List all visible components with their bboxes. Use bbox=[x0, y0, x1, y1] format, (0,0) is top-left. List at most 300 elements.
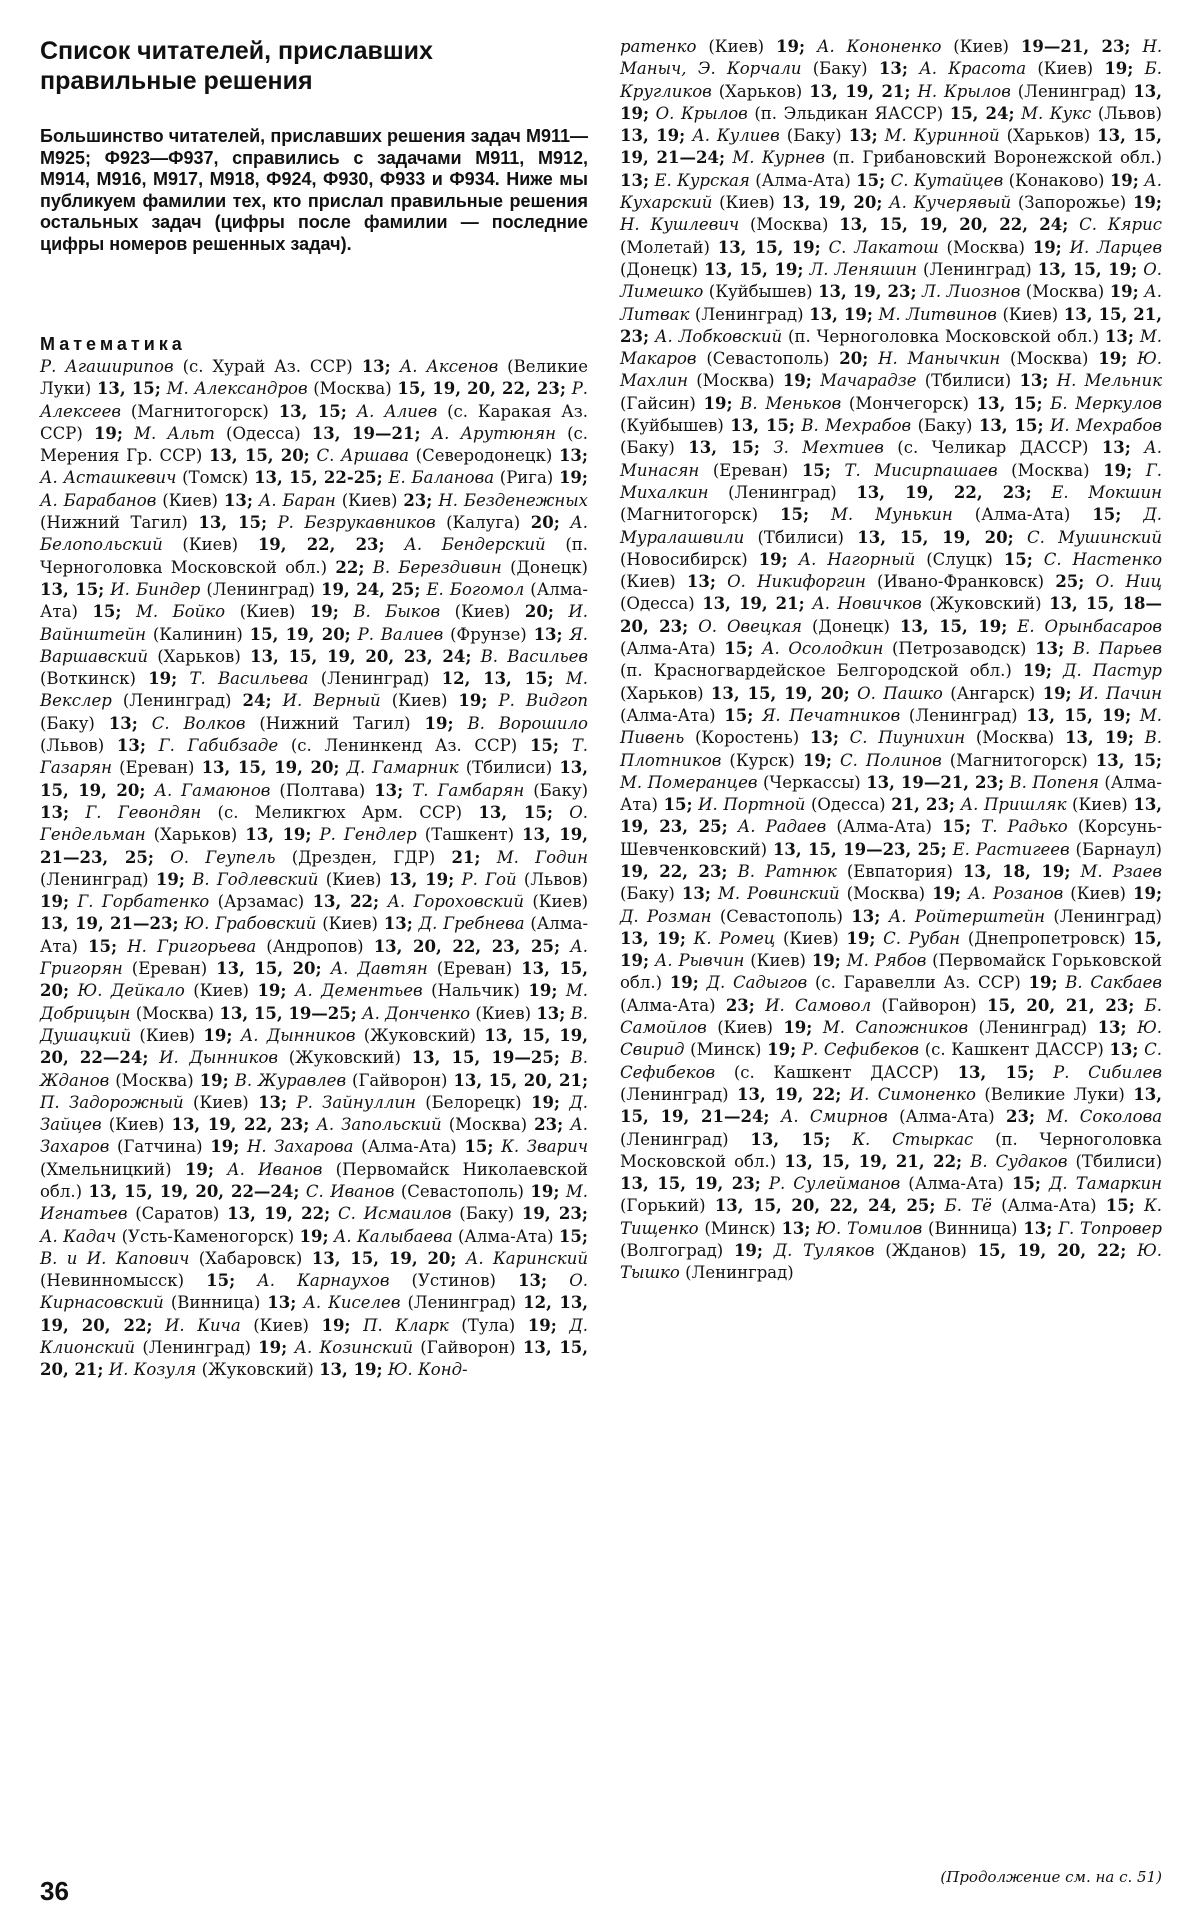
reader-name: А. Белопольский bbox=[40, 513, 589, 555]
solved-problems: 19; bbox=[811, 951, 841, 971]
reader-entry bbox=[40, 491, 253, 510]
reader-place: (Москва) bbox=[135, 1003, 215, 1023]
reader-place: (Саратов) bbox=[135, 1204, 220, 1224]
reader-place: (Донецк) bbox=[811, 616, 890, 636]
reader-entry bbox=[654, 171, 885, 190]
reader-name: Ю. Тышко bbox=[620, 1241, 1163, 1283]
reader-name: М. Соколова bbox=[1046, 1107, 1163, 1127]
reader-name: О. Кирнасовский bbox=[40, 1271, 588, 1313]
reader-place: (с. Мерения Гр. ССР) bbox=[40, 423, 588, 466]
reader-place: (Жуковский) bbox=[201, 1360, 314, 1380]
reader-place: (Харьков) bbox=[620, 683, 704, 703]
solved-problems: 19; bbox=[321, 1315, 351, 1335]
reader-name: Н. Безденежных bbox=[438, 490, 588, 510]
reader-entry bbox=[738, 862, 1071, 881]
solved-problems: 19; bbox=[1104, 59, 1134, 79]
reader-place: (Алма-Ата) bbox=[620, 639, 716, 659]
solved-problems: 19; bbox=[530, 1181, 560, 1201]
reader-name: А. Кухарский bbox=[620, 170, 1163, 213]
reader-name: Г. Габибзаде bbox=[158, 736, 279, 756]
reader-name: М. Кукс bbox=[1021, 103, 1092, 123]
solved-problems: 15; bbox=[942, 817, 972, 837]
solved-problems: 13; bbox=[809, 728, 839, 748]
reader-name: Мачарадзе bbox=[820, 371, 917, 391]
solved-problems: 15; bbox=[1011, 1174, 1041, 1194]
reader-name: В. Ратнюк bbox=[737, 861, 837, 881]
reader-place: (Ленинград) bbox=[620, 1129, 729, 1149]
solved-problems: 13, 15, 19—23, 25; bbox=[772, 839, 947, 859]
reader-name: Б. Меркулов bbox=[1050, 393, 1162, 413]
reader-name: Д. Гамарник bbox=[346, 758, 459, 778]
solved-problems: 20; bbox=[530, 513, 560, 533]
solved-problems: 22; bbox=[335, 557, 365, 577]
reader-place: (Минск) bbox=[690, 1040, 762, 1060]
reader-name: А. Аксенов bbox=[399, 357, 499, 376]
reader-place: (Киев) bbox=[750, 951, 806, 971]
reader-place: (Калинин) bbox=[152, 624, 243, 644]
reader-place: (Ташкент) bbox=[424, 825, 515, 845]
reader-place: (Минск) bbox=[704, 1218, 776, 1238]
solved-problems: 13, 15, 19; bbox=[1026, 705, 1132, 725]
reader-entry bbox=[235, 1071, 588, 1090]
solved-problems: 23; bbox=[1005, 1107, 1036, 1127]
solved-problems: 19; bbox=[1098, 349, 1128, 369]
solved-problems: 13, 15; bbox=[688, 438, 760, 458]
reader-entry bbox=[781, 1107, 1035, 1126]
reader-name: Н. Григорьева bbox=[127, 936, 257, 956]
reader-entry bbox=[774, 1241, 1127, 1260]
solved-problems: 13, 19—21, 23; bbox=[866, 772, 1005, 792]
solved-problems: 15; bbox=[1092, 505, 1122, 525]
solved-problems: 13, 15; bbox=[957, 1062, 1035, 1082]
solved-problems: 13, 19, 23; bbox=[818, 282, 917, 302]
solved-problems: 19; bbox=[1103, 460, 1133, 480]
reader-place: (Баку) bbox=[786, 126, 842, 146]
reader-name: Д. Зайцев bbox=[40, 1092, 589, 1135]
reader-place: (Алма-Ата) bbox=[40, 914, 589, 956]
reader-entry bbox=[698, 795, 955, 814]
reader-place: (Устинов) bbox=[411, 1271, 496, 1291]
solved-problems: 23; bbox=[725, 995, 755, 1015]
reader-place: (Барнаул) bbox=[1075, 839, 1162, 859]
reader-place: (Новосибирск) bbox=[620, 549, 748, 569]
reader-place: (Гайворон) bbox=[881, 995, 977, 1015]
reader-place: (Харьков) bbox=[718, 81, 803, 101]
reader-place: (Мончегорск) bbox=[848, 393, 969, 413]
reader-place: (Калуга) bbox=[446, 513, 521, 533]
reader-name: А. Киселев bbox=[303, 1293, 401, 1313]
reader-name: А. Каринский bbox=[465, 1248, 589, 1268]
reader-name: Р. Безрукавников bbox=[277, 513, 436, 533]
reader-name: А. Барабанов bbox=[40, 490, 157, 510]
solved-problems: 13, 15; bbox=[976, 393, 1043, 413]
solved-problems: 20; bbox=[524, 602, 554, 622]
reader-place: (Киев) bbox=[620, 572, 676, 592]
reader-place: (Баку) bbox=[917, 416, 973, 436]
reader-name: П. Задорожный bbox=[40, 1092, 184, 1112]
solved-problems: 13; bbox=[267, 1293, 297, 1313]
reader-place: (Алма-Ата) bbox=[620, 772, 1163, 815]
reader-place: (Жуковский) bbox=[288, 1048, 401, 1068]
reader-place: (Арзамас) bbox=[217, 892, 305, 912]
reader-place: (Баку) bbox=[40, 713, 95, 733]
solved-problems: 13; bbox=[1023, 1218, 1053, 1238]
reader-name: Я. Печатников bbox=[762, 705, 901, 725]
solved-problems: 13, 15, 19, 20; bbox=[710, 683, 850, 703]
reader-place: (Киев) bbox=[322, 914, 378, 934]
reader-name: Я. Варшавский bbox=[40, 624, 589, 666]
reader-place: (Гайсин) bbox=[620, 393, 696, 413]
solved-problems: 15; bbox=[529, 736, 559, 756]
solved-problems: 19, 24, 25; bbox=[321, 579, 421, 599]
reader-place: (Баку) bbox=[620, 438, 675, 458]
solved-problems: 19; bbox=[802, 750, 832, 770]
reader-name: И. Симоненко bbox=[849, 1084, 976, 1104]
reader-entry bbox=[620, 773, 1004, 792]
reader-name: С. Полинов bbox=[839, 750, 942, 770]
solved-problems: 23; bbox=[534, 1115, 564, 1135]
reader-name: А. Донченко bbox=[362, 1003, 471, 1023]
reader-entry bbox=[765, 996, 1134, 1015]
reader-name: А. Смирнов bbox=[780, 1107, 888, 1127]
reader-place: (Алма-Ата) bbox=[899, 1107, 995, 1127]
solved-problems: 19; bbox=[93, 423, 123, 443]
reader-place: (Тбилиси) bbox=[465, 758, 553, 778]
solved-problems: 19; bbox=[782, 371, 812, 391]
reader-place: (Киев) bbox=[325, 869, 382, 889]
reader-entry bbox=[878, 349, 1127, 368]
reader-name: А. Запольский bbox=[316, 1115, 442, 1135]
reader-name: Ю. Грабовский bbox=[184, 914, 317, 934]
reader-place: (Киев) bbox=[783, 928, 839, 948]
solved-problems: 13, 19, 21; bbox=[702, 594, 805, 614]
reader-place: (Москва) bbox=[696, 371, 775, 391]
reader-entry bbox=[698, 617, 1007, 636]
reader-place: (Киев) bbox=[1002, 304, 1059, 324]
reader-name: И. Самовол bbox=[765, 995, 872, 1015]
reader-place: (Москва) bbox=[946, 237, 1025, 257]
solved-problems: 13, 19, 21; bbox=[809, 81, 911, 101]
solved-problems: 15; bbox=[856, 170, 886, 190]
reader-name: А. Лобковский bbox=[654, 326, 783, 346]
reader-name: А. Минасян bbox=[620, 438, 1163, 480]
section-heading: Математика bbox=[40, 334, 186, 354]
solved-problems: 13, 18, 19; bbox=[962, 861, 1071, 881]
reader-name: Г. Горбатенко bbox=[77, 892, 210, 912]
solved-problems: 13, 15, 19; bbox=[1037, 259, 1138, 279]
reader-name: М. Добрицын bbox=[40, 981, 589, 1023]
solved-problems: 19, 22, 23; bbox=[620, 861, 728, 881]
solved-problems: 13, 15, 20, 22, 24, 25; bbox=[714, 1196, 936, 1216]
reader-name: Р. Агаширипов bbox=[40, 357, 174, 376]
reader-name: М. Курнев bbox=[732, 148, 825, 168]
reader-entry bbox=[295, 981, 557, 1000]
reader-name: Е. Растигеев bbox=[952, 839, 1070, 859]
reader-name: А. Рывчин bbox=[654, 951, 745, 971]
reader-name: Г. Гевондян bbox=[85, 802, 202, 822]
reader-entry bbox=[810, 260, 1138, 279]
reader-place: (Москва) bbox=[1025, 282, 1105, 302]
solved-problems: 13; bbox=[1097, 1018, 1127, 1038]
reader-entry bbox=[840, 751, 1162, 770]
solved-problems: 13, 15, 20, 21; bbox=[453, 1070, 589, 1090]
reader-name: А. Иванов bbox=[227, 1159, 323, 1179]
solved-problems: 19; bbox=[40, 892, 70, 912]
solved-problems: 13; bbox=[851, 906, 881, 926]
reader-name: Д. Тамаркин bbox=[1049, 1174, 1162, 1194]
reader-place: (Алма-Ата) bbox=[836, 817, 932, 837]
reader-name: С. Кярис bbox=[1079, 215, 1162, 235]
reader-place: (Киев) bbox=[454, 602, 511, 622]
reader-entry bbox=[159, 1048, 560, 1067]
solved-problems: 13, 15, 21, 23; bbox=[620, 304, 1163, 346]
reader-name: М. Альт bbox=[134, 423, 215, 443]
reader-place: (Великие Луки) bbox=[984, 1084, 1125, 1104]
solved-problems: 13; bbox=[558, 446, 589, 466]
reader-place: (Москва) bbox=[1010, 349, 1089, 369]
solved-problems: 23; bbox=[403, 490, 433, 510]
reader-name: В. Парьев bbox=[1072, 639, 1163, 659]
reader-name: Р. Сулейманов bbox=[768, 1174, 901, 1194]
solved-problems: 13; bbox=[1035, 639, 1065, 659]
solved-problems: 13; bbox=[116, 736, 146, 756]
reader-place: (Белорецк) bbox=[425, 1092, 522, 1112]
reader-name: И. Биндер bbox=[110, 579, 201, 599]
reader-name: М. Ровинский bbox=[717, 884, 840, 904]
reader-place: (Томск) bbox=[182, 468, 249, 488]
reader-name: А. Захаров bbox=[40, 1115, 589, 1157]
reader-entry bbox=[740, 394, 1042, 413]
reader-name: М. Макаров bbox=[620, 326, 1162, 369]
reader-place: (Одесса) bbox=[620, 594, 695, 614]
solved-problems: 13, 15, 19, 21—24; bbox=[620, 1084, 1163, 1127]
reader-place: (с. Ленинкенд Аз. ССР) bbox=[290, 736, 518, 756]
reader-place: (Алма-Ата) bbox=[40, 579, 588, 622]
reader-place: (Севастополь) bbox=[706, 349, 830, 369]
reader-place: (Киев) bbox=[341, 490, 398, 510]
reader-name: Т. Гамбарян bbox=[412, 780, 525, 800]
reader-place: (Ленинград) bbox=[694, 304, 804, 324]
solved-problems: 25; bbox=[1055, 572, 1085, 592]
reader-name: К. Зварич bbox=[501, 1137, 588, 1157]
reader-entry bbox=[334, 1227, 588, 1246]
solved-problems: 13, 15; bbox=[978, 416, 1044, 436]
reader-entry bbox=[727, 572, 1084, 591]
solved-problems: 13, 15, 19, 20; bbox=[311, 1248, 457, 1268]
solved-problems: 15, 24; bbox=[949, 103, 1015, 123]
reader-name: Т. Радько bbox=[981, 817, 1068, 837]
reader-place: (Ленинград) bbox=[206, 579, 315, 599]
reader-name: И. Верный bbox=[282, 691, 381, 711]
reader-place: (Ленинград) bbox=[978, 1018, 1088, 1038]
reader-entry bbox=[769, 1174, 1041, 1193]
solved-problems: 19; bbox=[203, 1025, 233, 1045]
reader-name: О. Ниц bbox=[1095, 572, 1163, 592]
reader-name: Б. Тё bbox=[944, 1196, 992, 1216]
reader-entry bbox=[170, 848, 480, 867]
reader-name: А. Баран bbox=[258, 490, 336, 510]
solved-problems: 19; bbox=[1022, 661, 1052, 681]
reader-entry bbox=[154, 781, 403, 800]
reader-place: (Слуцк) bbox=[926, 549, 993, 569]
solved-problems: 19; bbox=[309, 602, 339, 622]
reader-name: И. Ларцев bbox=[1069, 237, 1163, 257]
solved-problems: 13; bbox=[258, 1092, 288, 1112]
solved-problems: 13, 15, 20, 21; bbox=[40, 1338, 589, 1380]
reader-place: (Магнитогорск) bbox=[130, 401, 269, 421]
reader-name: И. Мехрабов bbox=[1050, 416, 1163, 436]
solved-problems: 19; bbox=[199, 1070, 229, 1090]
reader-place: (Киев) bbox=[953, 37, 1009, 56]
reader-entry bbox=[247, 1137, 493, 1156]
reader-entry bbox=[799, 550, 1033, 569]
reader-place: (Ереван) bbox=[119, 758, 195, 778]
reader-name: И. Дынников bbox=[159, 1048, 279, 1068]
reader-name: И. Вайнштейн bbox=[40, 602, 589, 644]
reader-place: (Алма-Ата) bbox=[620, 995, 716, 1015]
reader-name: С. Рубан bbox=[883, 928, 961, 948]
reader-name: Д. Садыгов bbox=[706, 973, 808, 993]
reader-place: (Алма-Ата) bbox=[1001, 1196, 1097, 1216]
solved-problems: 13, 15, 19, 20, 22—24; bbox=[88, 1181, 300, 1201]
reader-name: Д. Гребнева bbox=[418, 914, 525, 934]
reader-name: М. Померанцев bbox=[620, 772, 758, 792]
reader-entry bbox=[889, 193, 1162, 212]
reader-place: (Волгоград) bbox=[620, 1241, 724, 1261]
solved-problems: 13, 15, 18—20, 23; bbox=[620, 594, 1163, 636]
reader-place: (Ленинград) bbox=[320, 669, 430, 689]
solved-problems: 15; bbox=[558, 1226, 588, 1246]
reader-name: В. Жданов bbox=[40, 1048, 588, 1090]
solved-problems: 24; bbox=[242, 691, 272, 711]
reader-place: (Севастополь) bbox=[719, 906, 843, 926]
reader-place: (п. Грибановский Воронежской обл.) bbox=[832, 148, 1162, 168]
reader-place: (Киев) bbox=[239, 602, 296, 622]
reader-place: (Львов) bbox=[1097, 103, 1162, 123]
reader-name: Н. Мельник bbox=[1056, 371, 1162, 391]
reader-entry bbox=[773, 438, 1131, 457]
reader-place: (Ленинград) bbox=[1053, 906, 1162, 926]
reader-name: Т. Газарян bbox=[40, 736, 588, 778]
reader-place: (Хмельницкий) bbox=[40, 1159, 172, 1179]
reader-name: М. Александров bbox=[166, 379, 308, 399]
reader-name: М. Мунькин bbox=[831, 505, 953, 525]
reader-name: А. Григорян bbox=[40, 936, 588, 979]
reader-entry bbox=[801, 416, 1043, 435]
reader-name: В. Плотников bbox=[620, 728, 1163, 770]
reader-entry bbox=[692, 126, 877, 145]
reader-name: А. Алиев bbox=[356, 401, 438, 421]
solved-problems: 12, 13, 15; bbox=[441, 669, 554, 689]
solved-problems: 13; bbox=[1101, 438, 1131, 458]
reader-name: Д. Клионский bbox=[40, 1315, 588, 1358]
reader-name: В. Попеня bbox=[1009, 772, 1099, 792]
reader-name: А. Калыбаева bbox=[333, 1226, 453, 1246]
solved-problems: 13; bbox=[40, 802, 70, 822]
solved-problems: 13, 19; bbox=[620, 81, 1163, 123]
reader-name: С. Сефибеков bbox=[620, 1040, 1163, 1082]
reader-entry bbox=[694, 929, 876, 948]
solved-problems: 13, 19; bbox=[620, 928, 686, 948]
reader-name: О. Гендельман bbox=[40, 802, 589, 845]
reader-name: А. Пришляк bbox=[960, 795, 1067, 815]
reader-name: Р. Алексеев bbox=[40, 379, 589, 421]
solved-problems: 19; bbox=[530, 1092, 561, 1112]
reader-place: (Баку) bbox=[812, 59, 868, 79]
solved-problems: 13, 19; bbox=[388, 869, 455, 889]
reader-place: (Нижний Тагил) bbox=[40, 513, 188, 533]
right-column-entries bbox=[620, 36, 1162, 1285]
reader-place: (Магнитогорск) bbox=[949, 750, 1088, 770]
solved-problems: 19; bbox=[775, 37, 806, 56]
reader-place: (Алма-Ата) bbox=[974, 505, 1071, 525]
solved-problems: 13, 15; bbox=[96, 379, 161, 399]
reader-place: (Тула) bbox=[461, 1315, 516, 1335]
reader-name: А. Давтян bbox=[330, 959, 428, 979]
solved-problems: 15; bbox=[801, 460, 831, 480]
reader-place: (Киев) bbox=[193, 1092, 249, 1112]
left-column-entries bbox=[40, 356, 588, 1382]
reader-place: (с. Каракая Аз. ССР) bbox=[40, 401, 588, 443]
reader-name: Е. Баланова bbox=[388, 468, 495, 488]
solved-problems: 13; bbox=[1104, 326, 1134, 346]
reader-entry bbox=[857, 684, 1072, 703]
reader-place: (Алма-Ата) bbox=[458, 1226, 554, 1246]
solved-problems: 15; bbox=[724, 705, 754, 725]
solved-problems: 13; bbox=[681, 884, 711, 904]
reader-place: (Алма-Ата) bbox=[908, 1174, 1004, 1194]
reader-entry bbox=[283, 691, 488, 710]
reader-name: С. Иванов bbox=[305, 1181, 395, 1201]
solved-problems: 13, 22; bbox=[312, 892, 380, 912]
reader-place: (Киев) bbox=[139, 1025, 196, 1045]
reader-entry bbox=[620, 907, 880, 926]
solved-problems: 13, 15, 19—25; bbox=[411, 1048, 560, 1068]
reader-place: (Москва) bbox=[115, 1070, 194, 1090]
solved-problems: 13, 15, 19, 21, 22; bbox=[784, 1151, 963, 1171]
reader-name: Р. Сибилев bbox=[1053, 1062, 1162, 1082]
solved-problems: 19; bbox=[1032, 237, 1062, 257]
reader-place: (Горький) bbox=[620, 1196, 706, 1216]
reader-entry bbox=[127, 937, 560, 956]
reader-place: (п. Красногвардейское Белгородской обл.) bbox=[620, 661, 1012, 681]
reader-place: (Днепропетровск) bbox=[967, 928, 1126, 948]
reader-place: (Ленинград) bbox=[620, 1084, 729, 1104]
solved-problems: 15, 19; bbox=[620, 928, 1163, 971]
solved-problems: 13, 15, 19, 20; bbox=[40, 758, 589, 800]
reader-name: А. Розанов bbox=[968, 884, 1064, 904]
reader-place: (Киев) bbox=[108, 1115, 165, 1135]
solved-problems: 19; bbox=[210, 1137, 240, 1157]
solved-problems: 15; bbox=[206, 1271, 236, 1291]
reader-place: (Первомайск Горьковской обл.) bbox=[620, 951, 1162, 993]
solved-problems: 13, 15, 19, 20; bbox=[857, 527, 1014, 547]
reader-place: (Алма-Ата) bbox=[620, 705, 716, 725]
reader-place: (Тбилиси) bbox=[1075, 1151, 1163, 1171]
solved-problems: 19; bbox=[258, 1338, 288, 1358]
solved-problems: 19; bbox=[767, 1040, 797, 1060]
reader-name: А. Кононенко bbox=[816, 37, 942, 56]
reader-name: Р. Сефибеков bbox=[801, 1040, 920, 1060]
solved-problems: 13; bbox=[536, 1003, 566, 1023]
solved-problems: 15; bbox=[464, 1137, 494, 1157]
solved-problems: 20; bbox=[839, 349, 869, 369]
reader-name: С. Лакатош bbox=[828, 237, 939, 257]
solved-problems: 13, 19, 22, 23; bbox=[171, 1115, 310, 1135]
reader-place: (Нальчик) bbox=[431, 981, 520, 1001]
solved-problems: 15; bbox=[92, 602, 122, 622]
reader-entry bbox=[152, 714, 454, 733]
